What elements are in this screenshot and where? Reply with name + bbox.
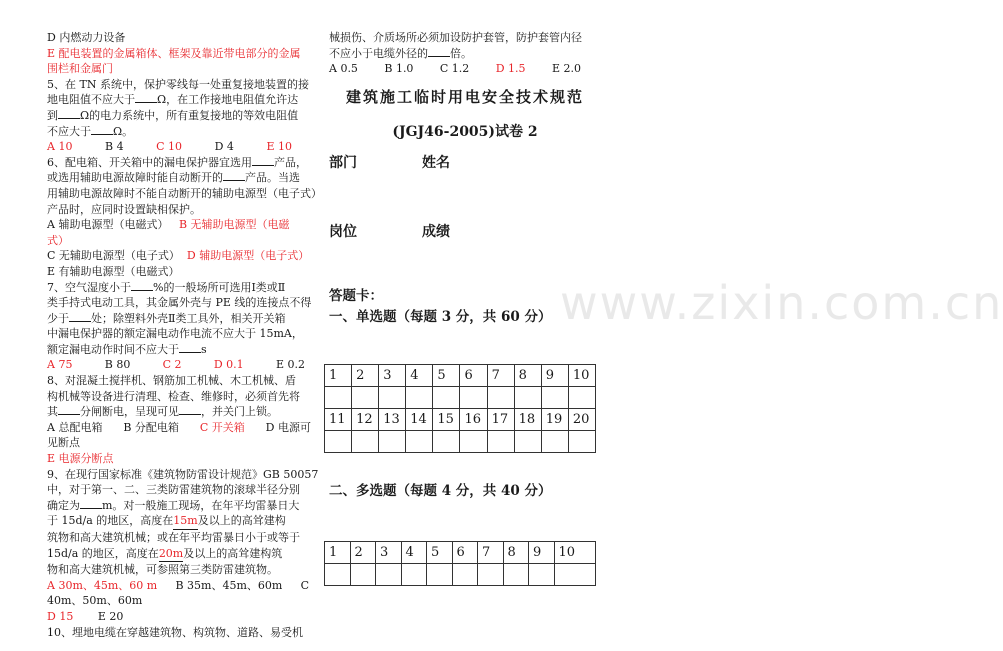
text-line: [329, 46, 601, 62]
question-number-cell: 10: [568, 365, 595, 387]
answer-cell[interactable]: [325, 564, 351, 586]
question-number-cell: 8: [503, 542, 529, 564]
text: Ω的电力系统中，所有重复接地的等效电阻值: [80, 108, 299, 122]
options-row: [329, 61, 581, 77]
text-line: [47, 92, 319, 108]
option: E 2.0: [551, 62, 581, 76]
text-line: [47, 311, 319, 327]
question-number-cell: 1: [325, 365, 352, 387]
text: 分闸断电，呈现可见: [80, 405, 179, 419]
answer-line: 围栏和金属门: [47, 62, 113, 76]
text: 于 15d/a 的地区，高度在: [47, 514, 174, 528]
option: D 0.1: [213, 358, 244, 372]
answer-cell[interactable]: [427, 564, 453, 586]
options-line: [47, 217, 319, 233]
question-number-cell: 4: [401, 542, 427, 564]
section-multiple-choice: 二、多选题（每题 4 分，共 40 分）: [329, 483, 552, 499]
option: E 0.2: [275, 358, 305, 372]
question-number-cell: 1: [325, 542, 351, 564]
option: E 有辅助电源型（电磁式）: [47, 264, 180, 278]
question-number-cell: 19: [541, 409, 568, 431]
blank: 20m: [159, 546, 183, 563]
question-number-cell: 3: [376, 542, 402, 564]
option: A 总配电箱: [47, 420, 103, 434]
answer-cell[interactable]: [406, 387, 433, 409]
option: C 2: [162, 358, 182, 372]
name-label: 姓名: [422, 155, 450, 171]
option: E 10: [266, 140, 292, 154]
options-row: [47, 578, 309, 594]
options-row: [47, 420, 311, 436]
question-number-cell: 7: [478, 542, 504, 564]
question-number-cell: 6: [460, 365, 487, 387]
table-row: [325, 431, 596, 453]
answer-cell[interactable]: [568, 431, 595, 453]
answer-cell[interactable]: [352, 431, 379, 453]
dept-label: 部门: [329, 155, 357, 171]
text: 15d/a 的地区，高度在: [47, 546, 159, 560]
answer-cell[interactable]: [401, 564, 427, 586]
text: 产品。当选: [245, 171, 300, 185]
answer-cell[interactable]: [514, 387, 541, 409]
option: B 1.0: [384, 62, 414, 76]
answer-cell[interactable]: [325, 387, 352, 409]
answer-line: E 配电装置的金属箱体、框架及靠近带电部分的金属: [47, 46, 301, 60]
answer-cell[interactable]: [541, 387, 568, 409]
text-line: [47, 342, 319, 358]
option: C 无辅助电源型（电子式）: [47, 249, 180, 263]
table-row: [325, 409, 596, 431]
option: D 15: [47, 609, 74, 623]
answer-cell[interactable]: [503, 564, 529, 586]
answer-cell[interactable]: [460, 431, 487, 453]
options-row: [47, 357, 305, 373]
question-5: 5、在 TN 系统中，保护零线每一处重复接地装置的接: [47, 77, 309, 91]
text-line: 筑物和高大建筑机械；或在年平均雷暴日小于或等于: [47, 531, 300, 544]
option: A 辅助电源型（电磁式）: [47, 218, 169, 232]
question-number-cell: 2: [352, 365, 379, 387]
option: D 辅助电源型（电子式）: [186, 249, 310, 263]
text-line: [47, 498, 319, 514]
answer-cell[interactable]: [379, 431, 406, 453]
text: 不应大于: [47, 124, 91, 138]
score-label: 成绩: [422, 224, 450, 240]
option: B 无辅助电源型（电磁: [178, 218, 290, 232]
section-single-choice: 一、单选题（每题 3 分，共 60 分）: [329, 309, 552, 325]
text-line: 中，对于第一、二、三类防雷建筑物的滚球半径分别: [47, 483, 300, 497]
question-number-cell: 20: [568, 409, 595, 431]
text: 少于: [47, 311, 69, 325]
text: 及以上的高耸建构: [197, 514, 286, 528]
question-number-cell: 9: [529, 542, 555, 564]
right-column: [329, 30, 601, 77]
table-row: [325, 365, 596, 387]
watermark: www.zixin.com.cn: [560, 276, 1003, 330]
text: 其: [47, 405, 58, 419]
option: A 0.5: [329, 62, 358, 76]
options-line: [47, 609, 319, 625]
option: A 75: [47, 358, 73, 372]
text-line: 类手持式电动工具，其金属外壳与 PE 线的连接点不得: [47, 296, 312, 310]
blank: [179, 414, 201, 415]
answer-cell[interactable]: [433, 431, 460, 453]
answer-cell[interactable]: [452, 564, 478, 586]
blank: [69, 321, 91, 322]
option: E 20: [97, 609, 124, 623]
text-line: D 内燃动力设备: [47, 31, 126, 44]
text-line: 中漏电保护器的额定漏电动作电流不应大于 15mA，: [47, 327, 303, 341]
text-line: 械损伤、介质场所必须加设防护套管，防护套管内径: [329, 31, 582, 44]
answer-cell[interactable]: [554, 564, 596, 586]
answer-cell[interactable]: [325, 431, 352, 453]
table-row: [325, 542, 596, 564]
text: s: [201, 342, 207, 356]
text-line: 产品时，应同时设置缺相保护。: [47, 202, 201, 216]
text-line: [47, 546, 319, 563]
text: 处；除塑料外壳Ⅱ类工具外，相关开关箱: [91, 311, 286, 325]
question-number-cell: 17: [487, 409, 514, 431]
exam-subtitle: (JGJ46-2005)试卷 2: [392, 124, 538, 140]
text-line: 物和高大建筑机械，可参照第三类防雷建筑物。: [47, 563, 278, 577]
question-number-cell: 16: [460, 409, 487, 431]
answer-cell[interactable]: [376, 564, 402, 586]
text-line: [47, 124, 319, 140]
text-line: [47, 170, 319, 186]
options-line: [47, 248, 319, 264]
blank: [135, 102, 157, 103]
question-number-cell: 6: [452, 542, 478, 564]
text: 或选用辅助电源故障时能自动断开的: [47, 171, 223, 185]
answer-cell[interactable]: [487, 431, 514, 453]
option: B 4: [104, 140, 124, 154]
option: C 10: [156, 140, 183, 154]
answer-cell[interactable]: [350, 564, 376, 586]
option: D 1.5: [495, 62, 526, 76]
question-6: [47, 155, 319, 171]
text: 7、空气湿度小于: [47, 280, 131, 294]
question-9: 9、在现行国家标准《建筑物防雷设计规范》GB 50057: [47, 467, 319, 481]
blank: 15m: [173, 513, 197, 530]
answer-cell[interactable]: [406, 431, 433, 453]
answer-card-label: 答题卡：: [329, 288, 383, 304]
blank: [131, 290, 153, 291]
blank: [252, 165, 274, 166]
option: B 80: [104, 358, 131, 372]
blank: [58, 414, 80, 415]
question-number-cell: 5: [433, 365, 460, 387]
options-row: [47, 139, 292, 155]
question-number-cell: 4: [406, 365, 433, 387]
text: 及以上的高耸建构筑: [183, 546, 283, 560]
option: B 分配电箱: [123, 420, 179, 434]
option: C: [300, 578, 309, 592]
option: D 4: [214, 140, 234, 154]
question-10: 10、埋地电缆在穿越建筑物、构筑物、道路、易受机: [47, 625, 303, 639]
blank: [58, 118, 80, 119]
table-row: [325, 564, 596, 586]
text: ，并关门上锁。: [201, 405, 278, 419]
option: B 35m、45m、60m: [175, 578, 283, 592]
answer-cell[interactable]: [352, 387, 379, 409]
question-7: [47, 280, 319, 296]
blank: [223, 180, 245, 181]
text-line: 用辅助电源故障时不能自动断开的辅助电源型（电子式）: [47, 186, 322, 200]
question-8: 8、对混凝土搅拌机、钢筋加工机械、木工机械、盾: [47, 374, 296, 388]
question-number-cell: 18: [514, 409, 541, 431]
question-number-cell: 14: [406, 409, 433, 431]
option: C 开关箱: [199, 420, 245, 434]
answer-cell[interactable]: [514, 431, 541, 453]
answer-cell[interactable]: [478, 564, 504, 586]
answer-cell[interactable]: [568, 387, 595, 409]
option: 式）: [47, 233, 69, 247]
question-number-cell: 7: [487, 365, 514, 387]
left-column: [47, 30, 322, 640]
text: 确定为: [47, 498, 80, 512]
text-line: [47, 513, 319, 530]
option: D 电源可: [265, 420, 311, 434]
question-number-cell: 2: [350, 542, 376, 564]
text: %的一般场所可选用Ⅰ类或Ⅱ: [153, 280, 286, 294]
text-line: [47, 404, 319, 420]
question-number-cell: 3: [379, 365, 406, 387]
text-line: [47, 108, 319, 124]
question-number-cell: 11: [325, 409, 352, 431]
blank: [91, 134, 113, 135]
blank: [179, 352, 201, 353]
option: A 10: [47, 140, 73, 154]
option: E 电源分断点: [47, 452, 114, 466]
text-line: 构机械等设备进行清理、检查、维修时，必须首先将: [47, 389, 300, 403]
question-number-cell: 9: [541, 365, 568, 387]
blank: [428, 56, 450, 57]
text: Ω。: [113, 124, 134, 138]
text: 额定漏电动作时间不应大于: [47, 342, 179, 356]
answer-cell[interactable]: [379, 387, 406, 409]
text: Ω，在工作接地电阻值允许达: [157, 93, 299, 107]
blank: [80, 508, 102, 509]
question-number-cell: 5: [427, 542, 453, 564]
answer-cell[interactable]: [529, 564, 555, 586]
exam-title: 建筑施工临时用电安全技术规范: [345, 88, 584, 106]
text: 到: [47, 108, 58, 122]
question-number-cell: 8: [514, 365, 541, 387]
text: m。对一般施工现场，在年平均雷暴日大: [102, 498, 300, 512]
text: 倍。: [450, 46, 472, 60]
answer-cell[interactable]: [487, 387, 514, 409]
post-label: 岗位: [329, 224, 357, 240]
answer-cell[interactable]: [433, 387, 460, 409]
text: 地电阻值不应大于: [47, 93, 135, 107]
table-row: [325, 387, 596, 409]
option: 40m、50m、60m: [47, 594, 143, 608]
text: 6、配电箱、开关箱中的漏电保护器宜选用: [47, 155, 252, 169]
option: A 30m、45m、60 m: [47, 578, 158, 592]
text: 产品，: [274, 155, 307, 169]
single-choice-table: [324, 364, 596, 453]
question-number-cell: 15: [433, 409, 460, 431]
answer-cell[interactable]: [460, 387, 487, 409]
text-line: 见断点: [47, 436, 80, 450]
text: 不应小于电缆外径的: [329, 46, 428, 60]
option: C 1.2: [439, 62, 470, 76]
question-number-cell: 10: [554, 542, 596, 564]
answer-cell[interactable]: [541, 431, 568, 453]
question-number-cell: 13: [379, 409, 406, 431]
question-number-cell: 12: [352, 409, 379, 431]
multiple-choice-table: [324, 541, 596, 586]
